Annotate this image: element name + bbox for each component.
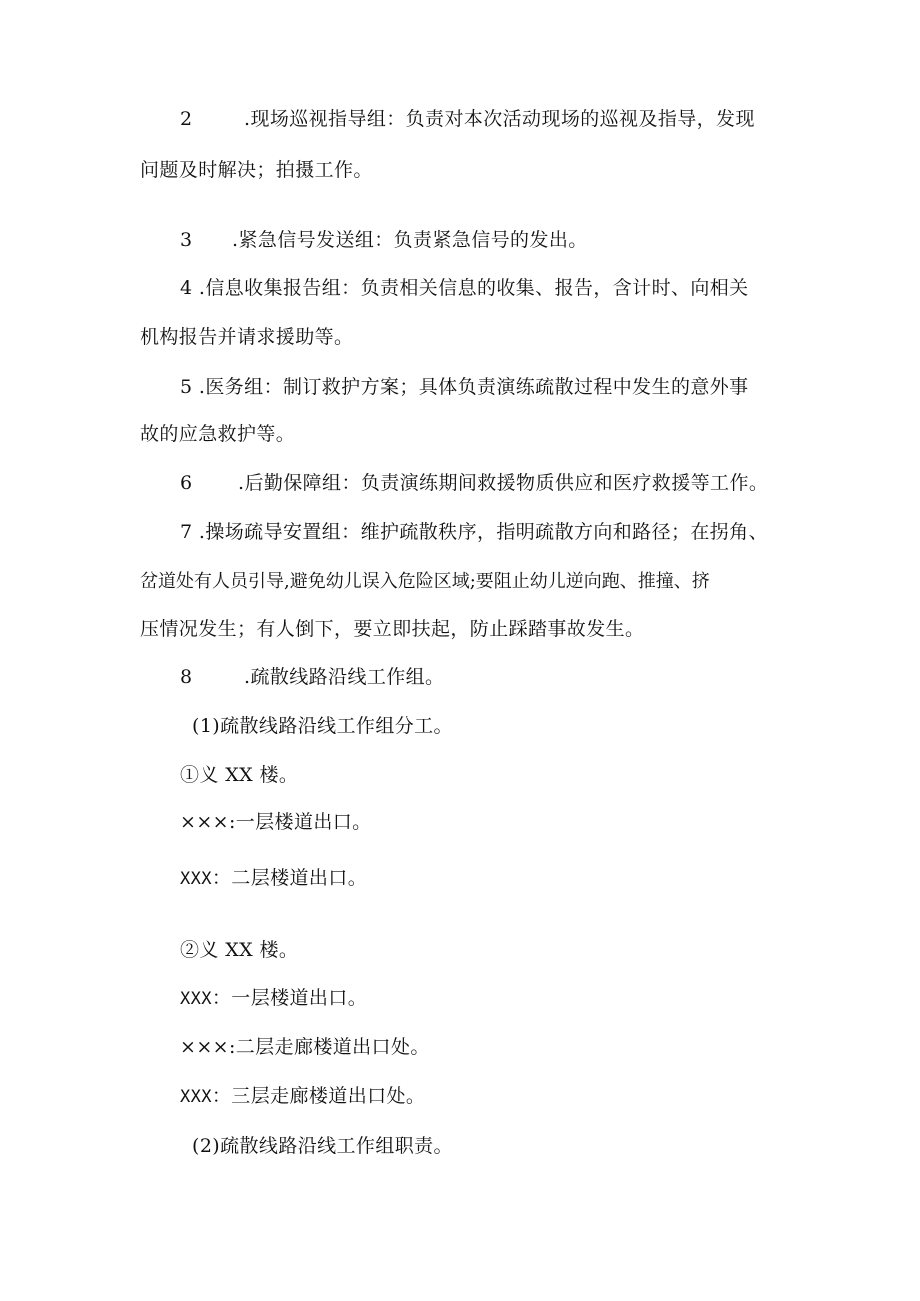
assignment-text: ：二层楼道出口。 (211, 867, 368, 889)
assignee-name: XXX (180, 989, 212, 1009)
item-number: 3 (180, 229, 193, 251)
building-1-assignment-1: ×××:一层楼道出口。 (180, 811, 372, 833)
item-7-continuation-1: 岔道处有人员引导,避免幼儿误入危险区域;要阻止幼儿逆向跑、推撞、挤 (140, 571, 710, 592)
building-1-assignment-2 (180, 866, 367, 891)
item-4: 4 .信息收集报告组：负责相关信息的收集、报告，含计时、向相关 (180, 277, 749, 299)
item-text: .紧急信号发送组：负责紧急信号的发出。 (232, 229, 588, 251)
item-2 (180, 107, 755, 131)
assignment-text: ：一层楼道出口。 (211, 987, 368, 1009)
subsection-2-title: (2)疏散线路沿线工作组职责。 (192, 1135, 453, 1157)
item-text: .现场巡视指导组：负责对本次活动现场的巡视及指导，发现 (244, 108, 755, 130)
item-7: 7 .操场疏导安置组：维护疏散秩序，指明疏散方向和路径；在拐角、 (180, 521, 768, 543)
item-number: 2 (180, 108, 193, 130)
building-2-assignment-2: ×××:二层走廊楼道出口处。 (180, 1036, 430, 1058)
building-1-heading: ①义 XX 楼。 (180, 764, 299, 786)
item-8 (180, 665, 444, 689)
assignee-name: XXX (180, 869, 212, 889)
item-5-continuation: 故的应急救护等。 (140, 423, 296, 445)
item-text: .后勤保障组：负责演练期间救援物质供应和医疗救援等工作。 (238, 472, 769, 494)
item-2-continuation: 问题及时解决；拍摄工作。 (140, 159, 373, 181)
item-text: .疏散线路沿线工作组。 (244, 666, 445, 688)
item-6 (180, 471, 768, 495)
item-number: 8 (180, 666, 193, 688)
subsection-1-title: (1)疏散线路沿线工作组分工。 (192, 715, 453, 737)
item-7-continuation-2: 压情况发生；有人倒下，要立即扶起，防止踩踏事故发生。 (140, 618, 645, 640)
building-2-heading: ②义 XX 楼。 (180, 939, 299, 961)
building-2-assignment-1 (180, 986, 367, 1011)
item-3 (180, 228, 588, 252)
item-4-continuation: 机构报告并请求援助等。 (140, 326, 354, 348)
item-number: 6 (180, 472, 193, 494)
building-2-assignment-3 (180, 1084, 425, 1109)
assignee-name: XXX (180, 1087, 212, 1107)
item-5: 5 .医务组：制订救护方案；具体负责演练疏散过程中发生的意外事 (180, 376, 749, 398)
assignment-text: ：三层走廊楼道出口处。 (211, 1085, 426, 1107)
